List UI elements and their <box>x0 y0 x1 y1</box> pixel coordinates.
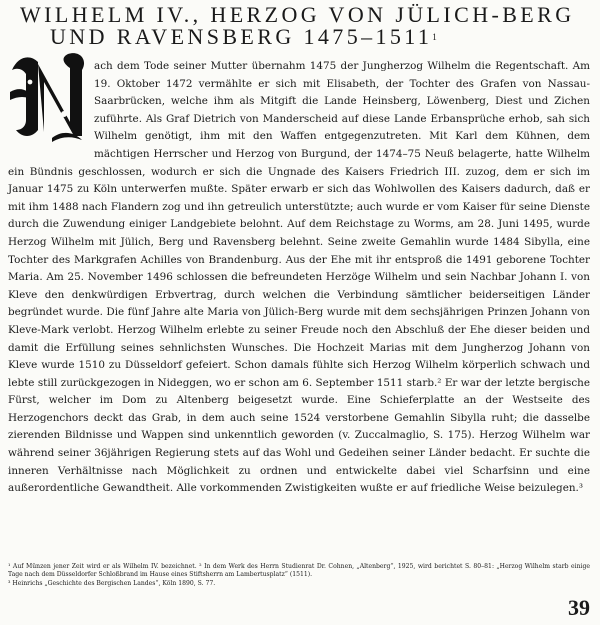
body-text: ach dem Tode seiner Mutter übernahm 1475 der Jungherzog Wilhelm die Regentschaft. Am 19. Oktober 1472 vermählte er sich mit Elisabeth, der Tochter des Grafen von Nassau-Saarbrücken, welche ihm als Mitgift die Lande Heinsberg, Löwenberg, Diest und Zichen zuführte. Als Graf Dietrich von Manderscheid auf diese Lande Erbansprüche erhob, sah sich Wilhelm genötigt, ihm mit den Waffen entgegenzutreten. Mit Karl dem Kühnen, dem mächtigen Herrscher und Herzog von Burgund, der 1474–75 Neuß belagerte, hatte Wilhelm ein Bündnis geschlossen, wodurch er sich die Ungnade des Kaisers Friedrich III. zuzog, dem er sich im Januar 1475 zu Köln unterwerfen mußte. Später erwarb er sich das Wohlwollen des Kaisers dadurch, daß er mit ihm 1488 nach Flandern zog und ihn getreulich unterstützte; auch wurde er vom Kaiser für seine Dienste durch die Zuwendung einiger Landgebiete belohnt. Auf dem Reichstage zu Worms, am 28. Juni 1495, wurde Herzog Wilhelm mit Jülich, Berg und Ravensberg belehnt. Seine zweite Gemahlin wurde 1484 Sibylla, eine Tochter des Markgrafen Achilles von Brandenburg. Aus der Ehe mit ihr entsproß die 1491 geborene Tochter Maria. Am 25. November 1496 schlossen die befreundeten Herzöge Wilhelm und sein Nachbar Johann I. von Kleve den denkwürdigen Erbvertrag, durch welchen die Verbindung sämtlicher beiderseitigen Länder begründet wurde. Die fünf Jahre alte Maria von Jülich-Berg wurde mit dem sechsjährigen Prinzen Johann von Kleve-Mark verlobt. Herzog Wilhelm erlebte zu seiner Freude noch den Abschluß der Ehe dieser beiden und damit die Erfüllung seines sehnlichsten Wunsches. Die Hochzeit Marias mit dem Jungherzog Johann von Kleve wurde 1510 zu Düsseldorf gefeiert. Schon damals fühlte sich Herzog Wilhelm körperlich schwach und lebte still zurückgezogen in Nideggen, wo er schon am 6. September 1511 starb.² Er war der letzte bergische Fürst, welcher im Dom zu Altenberg beigesetzt wurde. Eine Schieferplatte an der Westseite des Herzogenchors deckt das Grab, in dem auch seine 1524 verstorbene Gemahlin Sibylla ruht; die dasselbe zierenden Bildnisse und Wappen sind unkenntlich geworden (v. Zuccalmaglio, S. 175). Herzog Wilhelm war während seiner 36jährigen Regierung stets auf das Wohl und Gedeihen seiner Länder bedacht. Er suchte die inneren Verhältnisse nach Möglichkeit zu ordnen und entwickelte dabei viel Scharfsinn und eine außerordentliche Gewandtheit. Alle vorkommenden Zwistigkeiten wußte er auf friedliche Weise beizulegen.³ <box>8 60 590 495</box>
body-paragraph <box>8 58 590 498</box>
initial-space <box>8 58 94 162</box>
title-footnote-marker: 1 <box>432 32 437 42</box>
title-line-2-text: UND RAVENSBERG 1475–1511 <box>50 24 433 49</box>
page-title <box>20 4 590 48</box>
footnotes <box>8 563 590 588</box>
footnote-1-2: ¹ Auf Münzen jener Zeit wird er als Wilhelm IV. bezeichnet. ² In dem Werk des Herrn Studienrat Dr. Cohnen, „Altenberg“, 1925, wird berichtet S. 80–81: „Herzog Wilhelm starb einige Tage nach dem Düsseldorfer Schloßbrand im Hause eines Stiftsherrn am Lambertusplatz“ (1511). <box>8 563 590 579</box>
page-number: 39 <box>568 595 590 620</box>
footnote-3: ³ Heinrichs „Geschichte des Bergischen Landes“, Köln 1890, S. 77. <box>8 579 216 587</box>
title-line-1: WILHELM IV., HERZOG VON JÜLICH-BERG <box>20 2 575 27</box>
title-line-2 <box>20 26 590 48</box>
